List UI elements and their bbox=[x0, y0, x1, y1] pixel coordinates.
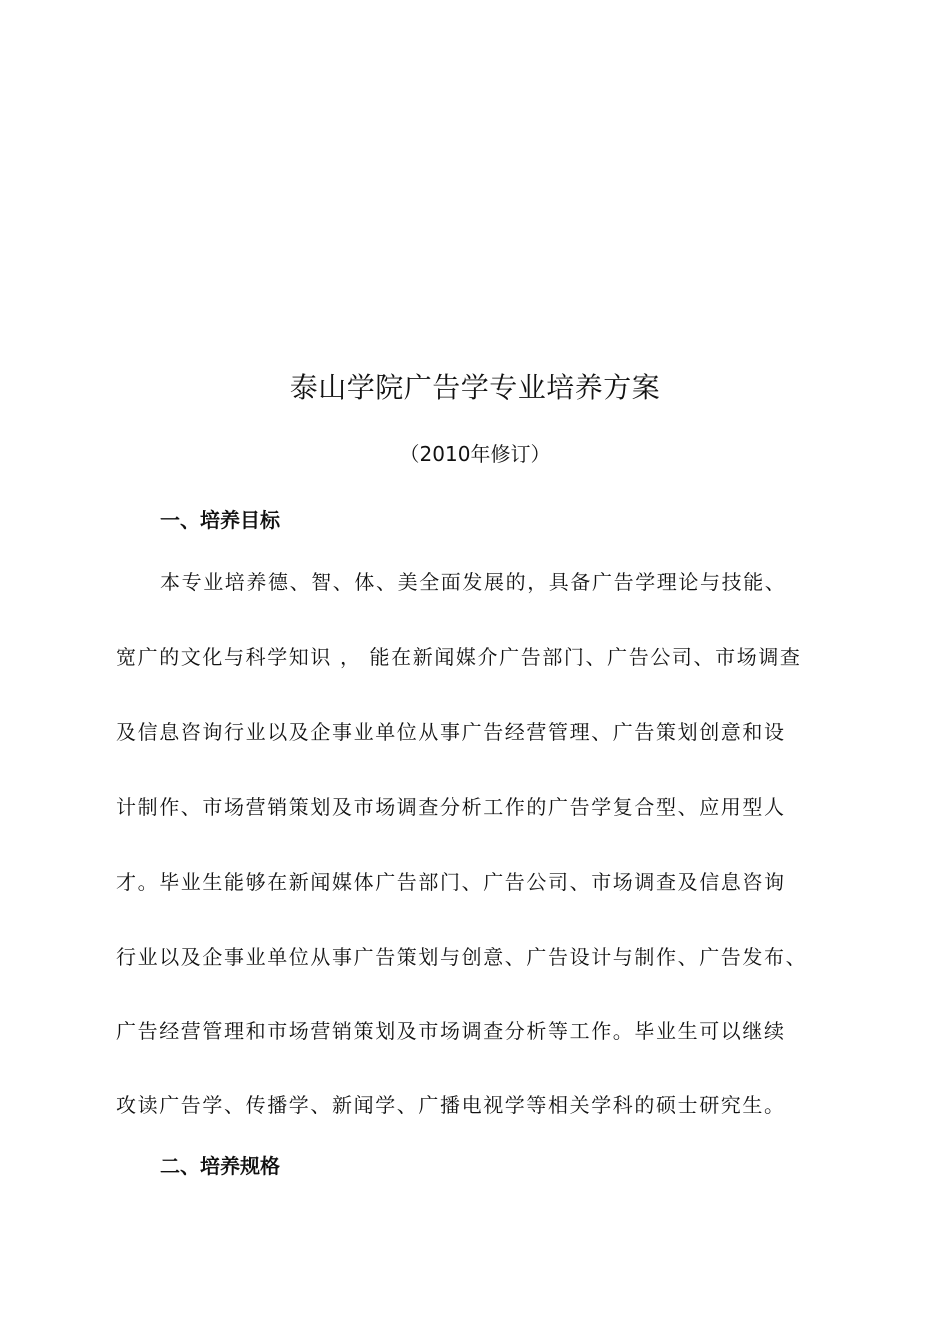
paragraph-line: 计制作、市场营销策划及市场调查分析工作的广告学复合型、应用型人 bbox=[116, 795, 786, 819]
document-title: 泰山学院广告学专业培养方案 bbox=[289, 371, 661, 404]
paragraph-line: 广告经营管理和市场营销策划及市场调查分析等工作。毕业生可以继续 bbox=[116, 1019, 786, 1043]
paragraph-line: 宽广的文化与科学知识 ， 能在新闻媒介广告部门、广告公司、市场调查 bbox=[116, 645, 802, 669]
paragraph-line: 才。毕业生能够在新闻媒体广告部门、广告公司、市场调查及信息咨询 bbox=[116, 870, 786, 894]
paragraph-line: 行业以及企事业单位从事广告策划与创意、广告设计与制作、广告发布、 bbox=[116, 945, 808, 969]
paragraph-line: 攻读广告学、传播学、新闻学、广播电视学等相关学科的硕士研究生。 bbox=[116, 1093, 786, 1117]
paragraph-line: 本专业培养德、智、体、美全面发展的，具备广告学理论与技能、 bbox=[160, 570, 787, 594]
section-heading-training-spec: 二、培养规格 bbox=[160, 1154, 280, 1178]
paragraph-line: 及信息咨询行业以及企事业单位从事广告经营管理、广告策划创意和设 bbox=[116, 720, 786, 744]
section-heading-training-goal: 一、培养目标 bbox=[160, 508, 280, 532]
document-subtitle: （2010年修订） bbox=[399, 442, 551, 466]
